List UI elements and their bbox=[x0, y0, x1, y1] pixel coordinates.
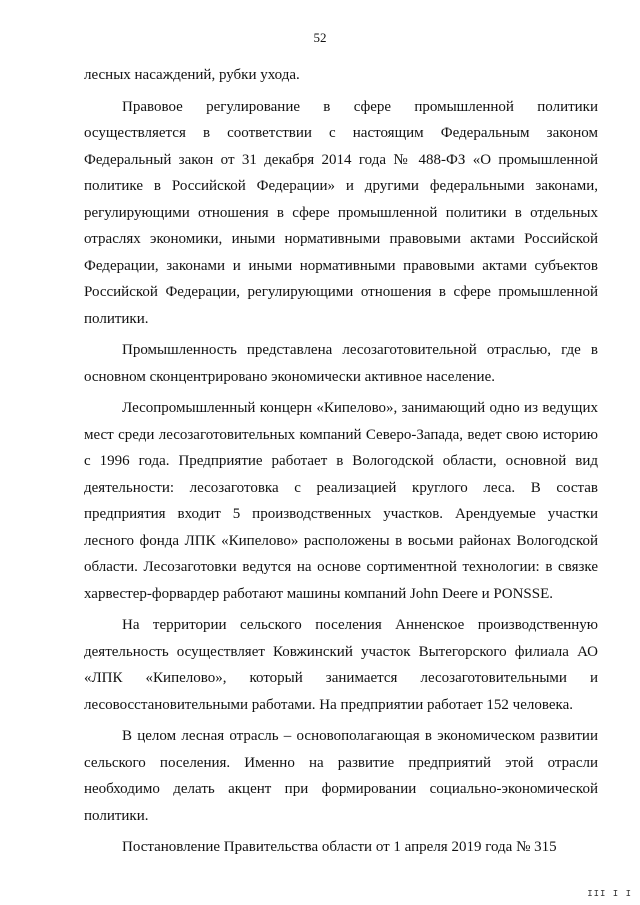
paragraph-forest-sector: В целом лесная отрасль – основополагающая в экономическом развитии сельского поселения. Именно на развитие предприятий этой отрасли необходимо делать акцент при формировании социально-экономической политики. bbox=[84, 728, 598, 824]
paragraph-industry: Промышленность представлена лесозаготовительной отраслью, где в основном сконцентрировано экономически активное население. bbox=[84, 342, 598, 385]
page-number: 52 bbox=[313, 30, 327, 45]
paragraph-kovzha-site: На территории сельского поселения Анненское производственную деятельность осуществляет Ковжинский участок Вытегорского филиала АО «ЛПК «Кипелово», который занимается лесозаготовительными и лесовосстановительными работами. На предприятии работает 152 человека. bbox=[84, 617, 598, 713]
paragraph-legal-regulation: Правовое регулирование в сфере промышленной политики осуществляется в соответствии с настоящим Федеральным законом Федеральный закон от 31 декабря 2014 года № 488-ФЗ «О промышленной политике в Российской Федерации» и другими федеральными законами, регулирующими отношения в сфере промышленной политики в отдельных отраслях экономики, иными нормативными правовыми актами Российской Федерации, законами и иными нормативными правовыми актами субъектов Российской Федерации, регулирующими отношения в сфере промышленной политики. bbox=[84, 98, 598, 327]
paragraph-continuation: лесных насаждений, рубки ухода. bbox=[84, 67, 300, 83]
document-body bbox=[84, 62, 598, 861]
paragraph-kipelovo-concern: Лесопромышленный концерн «Кипелово», занимающий одно из ведущих мест среди лесозаготовительных компаний Северо-Запада, ведет свою историю с 1996 года. Предприятие работает в Вологодской области, основной вид деятельности: лесозаготовка с реализацией круглого леса. В состав предприятия входит 5 производственных участков. Арендуемые участки лесного фонда ЛПК «Кипелово» расположены в восьми районах Вологодской области. Лесозаготовки ведутся на основе сортиментной технологии: в связке харвестер-форвардер работают машины компаний John Deere и PONSSE. bbox=[84, 400, 598, 602]
paragraph-resolution: Постановление Правительства области от 1 апреля 2019 года № 315 bbox=[122, 839, 557, 855]
scan-footer-mark: III I I bbox=[587, 889, 632, 899]
